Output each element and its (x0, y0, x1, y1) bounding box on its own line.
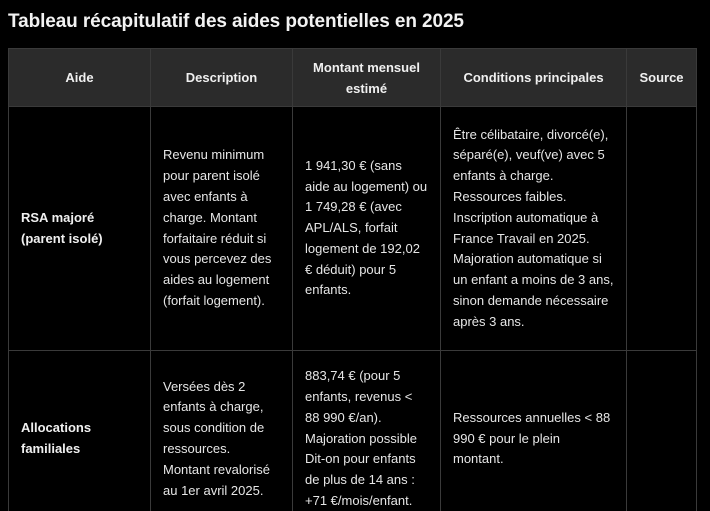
cell-aide: Allocations familiales (9, 351, 151, 511)
cell-conditions: Être célibataire, divorcé(e), séparé(e), veuf(ve) avec 5 enfants à charge. Ressources faibles. Inscription automatique à France Travail en 2025. Majoration automatique si un enfant a moins de 3 ans, sinon demande nécessaire après 3 ans. (441, 107, 627, 351)
cell-description: Revenu minimum pour parent isolé avec enfants à charge. Montant forfaitaire réduit si vous percevez des aides au logement (forfait logement). (151, 107, 293, 351)
cell-montant: 883,74 € (pour 5 enfants, revenus < 88 990 €/an). Majoration possible Dit-on pour enfants de plus de 14 ans : +71 €/mois/enfant. (293, 351, 441, 511)
cell-aide: RSA majoré (parent isolé) (9, 107, 151, 351)
header-source: Source (627, 49, 697, 107)
cell-conditions: Ressources annuelles < 88 990 € pour le plein montant. (441, 351, 627, 511)
header-conditions: Conditions principales (441, 49, 627, 107)
header-montant: Montant mensuel estimé (293, 49, 441, 107)
table-row (9, 107, 697, 351)
cell-source (627, 107, 697, 351)
header-aide: Aide (9, 49, 151, 107)
table-row (9, 351, 697, 511)
table-header-row (9, 49, 697, 107)
aides-table (8, 48, 697, 511)
cell-description: Versées dès 2 enfants à charge, sous condition de ressources. Montant revalorisé au 1er avril 2025. (151, 351, 293, 511)
cell-montant: 1 941,30 € (sans aide au logement) ou 1 749,28 € (avec APL/ALS, forfait logement de 192,02 € déduit) pour 5 enfants. (293, 107, 441, 351)
page-title: Tableau récapitulatif des aides potentielles en 2025 (8, 11, 464, 32)
cell-source (627, 351, 697, 511)
header-description: Description (151, 49, 293, 107)
